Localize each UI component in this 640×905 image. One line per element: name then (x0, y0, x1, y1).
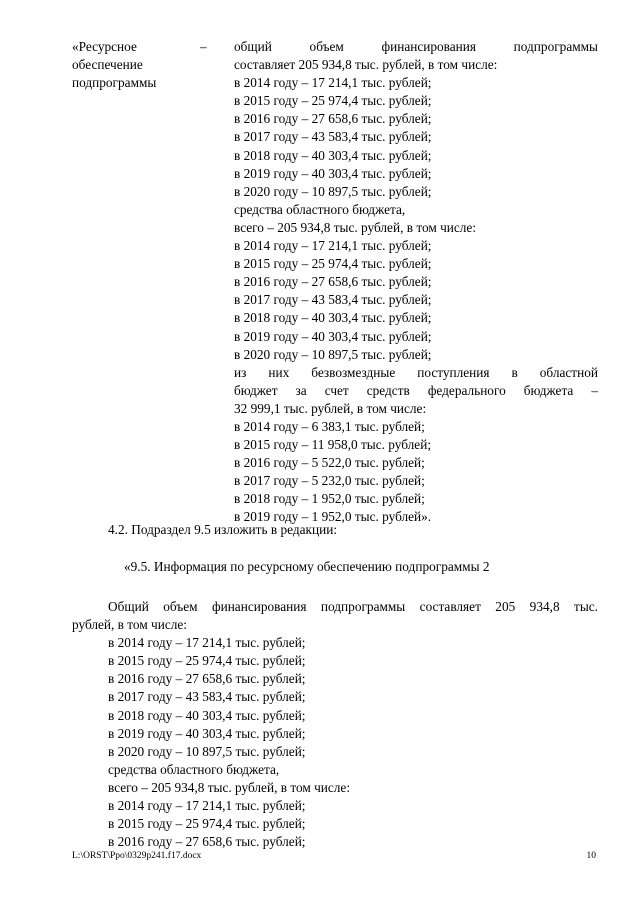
funding-line: в 2016 году – 27 658,6 тыс. рублей; (108, 834, 306, 850)
passport-value-line: в 2018 году – 40 303,4 тыс. рублей; (234, 310, 432, 326)
funding-line: всего – 205 934,8 тыс. рублей, в том числе: (108, 779, 351, 795)
passport-value-line: в 2018 году – 1 952,0 тыс. рублей; (234, 491, 425, 507)
passport-value-line: в 2014 году – 17 214,1 тыс. рублей; (234, 238, 432, 254)
passport-value-line: в 2016 году – 27 658,6 тыс. рублей; (234, 274, 432, 290)
funding-line: в 2020 году – 10 897,5 тыс. рублей; (108, 743, 306, 759)
passport-value-line: в 2017 году – 5 232,0 тыс. рублей; (234, 473, 425, 489)
intro-line: Общий объем финансирования подпрограммы составляет 205 934,8 тыс. (108, 599, 598, 614)
passport-row (72, 38, 598, 527)
funding-line: в 2014 году – 17 214,1 тыс. рублей; (108, 798, 306, 814)
passport-value-line: в 2014 году – 17 214,1 тыс. рублей; (234, 75, 432, 91)
passport-value-line: в 2018 году – 40 303,4 тыс. рублей; (234, 147, 432, 163)
footer-page-number: 10 (586, 851, 596, 861)
passport-value-line: в 2017 году – 43 583,4 тыс. рублей; (234, 129, 432, 145)
passport-value-line: в 2019 году – 40 303,4 тыс. рублей; (234, 328, 432, 344)
funding-line: в 2017 году – 43 583,4 тыс. рублей; (108, 689, 306, 705)
passport-value-line: в 2020 году – 10 897,5 тыс. рублей; (234, 346, 432, 362)
intro-line: рублей, в том числе: (72, 617, 187, 633)
funding-line: в 2015 году – 25 974,4 тыс. рублей; (108, 816, 306, 832)
passport-label (72, 38, 212, 527)
passport-value-line: в 2020 году – 10 897,5 тыс. рублей; (234, 183, 432, 199)
passport-dash: – (200, 39, 207, 54)
section-heading: «9.5. Информация по ресурсному обеспечению подпрограммы 2 (124, 559, 490, 574)
passport-value-line: в 2017 году – 43 583,4 тыс. рублей; (234, 292, 432, 308)
passport-value-line: в 2015 году – 11 958,0 тыс. рублей; (234, 437, 432, 453)
passport-label-line: подпрограммы (72, 75, 157, 91)
passport-value-line: бюджет за счет средств федерального бюджета – (234, 382, 598, 398)
passport-value-line: в 2019 году – 40 303,4 тыс. рублей; (234, 165, 432, 181)
passport-value-line: всего – 205 934,8 тыс. рублей, в том числе: (234, 219, 477, 235)
passport-value-line: в 2015 году – 25 974,4 тыс. рублей; (234, 256, 432, 272)
passport-value-line: в 2016 году – 5 522,0 тыс. рублей; (234, 455, 425, 471)
footer-file-path: L:\ORST\Ppo\0329p241.f17.docx (72, 851, 202, 861)
section-body (72, 598, 598, 851)
passport-value-line: в 2014 году – 6 383,1 тыс. рублей; (234, 418, 425, 434)
passport-value (234, 38, 598, 527)
passport-label-line: обеспечение (72, 57, 143, 73)
passport-value-line: общий объем финансирования подпрограммы (234, 39, 598, 54)
instruction-paragraph: 4.2. Подраздел 9.5 изложить в редакции: (108, 522, 338, 537)
funding-list (72, 634, 598, 851)
passport-value-line: 32 999,1 тыс. рублей, в том числе: (234, 400, 427, 416)
passport-value-line: в 2016 году – 27 658,6 тыс. рублей; (234, 111, 432, 127)
passport-value-line: в 2019 году – 1 952,0 тыс. рублей». (234, 509, 432, 525)
funding-line: в 2016 году – 27 658,6 тыс. рублей; (108, 671, 306, 687)
passport-value-line: в 2015 году – 25 974,4 тыс. рублей; (234, 93, 432, 109)
funding-line: средства областного бюджета, (108, 761, 280, 777)
funding-line: в 2018 году – 40 303,4 тыс. рублей; (108, 707, 306, 723)
funding-line: в 2014 году – 17 214,1 тыс. рублей; (108, 635, 306, 651)
passport-value-line: средства областного бюджета, (234, 201, 406, 217)
passport-value-line: из них безвозмездные поступления в областной (234, 364, 598, 380)
passport-label-line: «Ресурсное (72, 39, 137, 54)
passport-value-line: составляет 205 934,8 тыс. рублей, в том числе: (234, 57, 498, 73)
funding-line: в 2015 году – 25 974,4 тыс. рублей; (108, 653, 306, 669)
funding-line: в 2019 году – 40 303,4 тыс. рублей; (108, 725, 306, 741)
